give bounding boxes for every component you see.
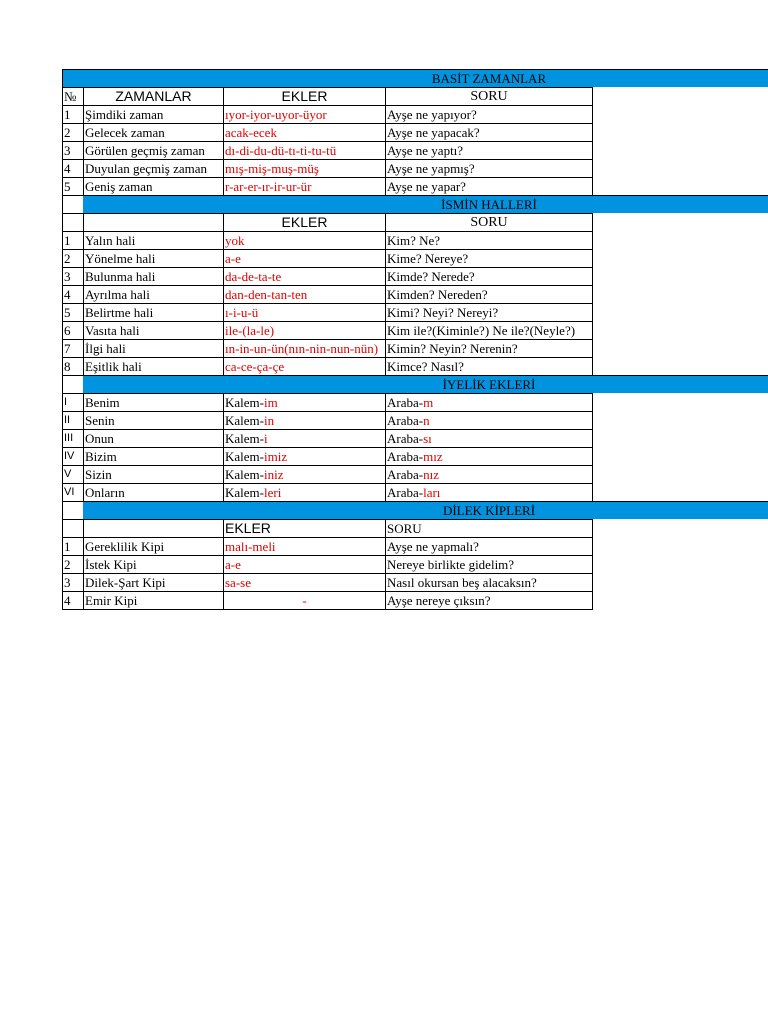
- row-question: Ayşe ne yapıyor?: [385, 105, 593, 123]
- row-name: Eşitlik hali: [83, 357, 223, 375]
- table-row: [62, 321, 593, 339]
- row-name: İlgi hali: [83, 339, 223, 357]
- row-number: IV: [62, 447, 83, 465]
- row-name: Benim: [83, 393, 223, 411]
- question-suffix: ları: [423, 485, 441, 500]
- table-row: [62, 285, 593, 303]
- row-suffix: [223, 591, 385, 609]
- row-number: 5: [62, 177, 83, 195]
- row-suffix: [223, 411, 385, 429]
- row-number: 2: [62, 249, 83, 267]
- suffix-text: iniz: [263, 467, 284, 482]
- row-name: Dilek-Şart Kipi: [83, 573, 223, 591]
- row-question: [385, 429, 593, 447]
- question-suffix: mız: [423, 449, 443, 464]
- row-question: Kim ile?(Kiminle?) Ne ile?(Neyle?): [385, 321, 593, 339]
- table-row: [62, 159, 593, 177]
- row-name: Bizim: [83, 447, 223, 465]
- row-name: Yönelme hali: [83, 249, 223, 267]
- suffix-stem: Kalem-: [225, 467, 264, 482]
- question-stem: Araba-: [387, 467, 424, 482]
- row-name: Yalın hali: [83, 231, 223, 249]
- section-title-bar: [83, 195, 768, 213]
- row-suffix: [223, 123, 385, 141]
- column-header: SORU: [385, 519, 593, 537]
- section-number-cell: [62, 501, 83, 519]
- suffix-text: in: [263, 413, 275, 428]
- section-number-cell: [62, 69, 83, 87]
- row-question: Ayşe ne yapacak?: [385, 123, 593, 141]
- table-row: [62, 429, 593, 447]
- table-row: [62, 249, 593, 267]
- row-question: Ayşe ne yapmalı?: [385, 537, 593, 555]
- row-number: III: [62, 429, 83, 447]
- section-title-row: [62, 375, 593, 393]
- row-suffix: [223, 267, 385, 285]
- row-question: [385, 393, 593, 411]
- question-suffix: nız: [423, 467, 439, 482]
- section-title: BASİT ZAMANLAR: [431, 71, 547, 86]
- row-suffix: [223, 393, 385, 411]
- row-name: Geniş zaman: [83, 177, 223, 195]
- row-number: 4: [62, 285, 83, 303]
- row-name: Duyulan geçmiş zaman: [83, 159, 223, 177]
- suffix-text: -: [302, 593, 307, 608]
- suffix-text: ı-i-u-ü: [225, 305, 259, 320]
- suffix-stem: Kalem-: [225, 449, 264, 464]
- row-name: Belirtme hali: [83, 303, 223, 321]
- row-number: II: [62, 411, 83, 429]
- suffix-text: ın-in-un-ün(nın-nin-nun-nün): [225, 341, 379, 356]
- suffix-stem: Kalem-: [225, 395, 264, 410]
- row-suffix: [223, 177, 385, 195]
- row-name: Vasıta hali: [83, 321, 223, 339]
- table-row: [62, 303, 593, 321]
- column-header: ZAMANLAR: [83, 87, 223, 105]
- row-name: Ayrılma hali: [83, 285, 223, 303]
- row-question: Nasıl okursan beş alacaksın?: [385, 573, 593, 591]
- column-header: SORU: [385, 87, 593, 105]
- row-suffix: [223, 159, 385, 177]
- row-question: Ayşe ne yapmış?: [385, 159, 593, 177]
- row-suffix: [223, 447, 385, 465]
- row-number: 2: [62, 123, 83, 141]
- suffix-text: imiz: [263, 449, 288, 464]
- table-row: [62, 141, 593, 159]
- section-title-bar: [83, 501, 768, 519]
- table-bottom-border: [62, 609, 593, 610]
- row-name: Senin: [83, 411, 223, 429]
- suffix-text: dı-di-du-dü-tı-ti-tu-tü: [225, 143, 337, 158]
- suffix-text: yok: [225, 233, 245, 248]
- section-title-bar: [83, 69, 768, 87]
- row-name: Sizin: [83, 465, 223, 483]
- section-title-row: [62, 501, 593, 519]
- row-question: Kimde? Nerede?: [385, 267, 593, 285]
- column-header: EKLER: [223, 519, 385, 537]
- row-suffix: [223, 357, 385, 375]
- row-name: Şimdiki zaman: [83, 105, 223, 123]
- suffix-stem: Kalem-: [225, 413, 264, 428]
- row-number: 1: [62, 537, 83, 555]
- table-row: [62, 555, 593, 573]
- question-stem: Araba-: [387, 413, 424, 428]
- column-header: №: [62, 87, 83, 105]
- row-suffix: [223, 573, 385, 591]
- suffix-text: ıyor-iyor-uyor-üyor: [225, 107, 327, 122]
- row-suffix: [223, 321, 385, 339]
- table-row: [62, 267, 593, 285]
- table-row: [62, 591, 593, 609]
- suffix-text: da-de-ta-te: [225, 269, 282, 284]
- table-row: [62, 339, 593, 357]
- table-row: [62, 483, 593, 501]
- suffix-stem: Kalem-: [225, 431, 264, 446]
- row-number: 2: [62, 555, 83, 573]
- table-row: [62, 573, 593, 591]
- table-row: [62, 357, 593, 375]
- question-stem: Araba-: [387, 485, 424, 500]
- row-number: 3: [62, 141, 83, 159]
- table-row: [62, 177, 593, 195]
- suffix-text: r-ar-er-ır-ir-ur-ür: [225, 179, 312, 194]
- table-row: [62, 537, 593, 555]
- question-suffix: sı: [423, 431, 432, 446]
- row-name: Görülen geçmiş zaman: [83, 141, 223, 159]
- row-number: 3: [62, 573, 83, 591]
- column-header: [83, 519, 223, 537]
- row-suffix: [223, 465, 385, 483]
- row-suffix: [223, 555, 385, 573]
- section-title-row: [62, 195, 593, 213]
- suffix-text: acak-ecek: [225, 125, 277, 140]
- row-number: 3: [62, 267, 83, 285]
- suffix-text: a-e: [225, 251, 241, 266]
- column-header: EKLER: [223, 213, 385, 231]
- question-suffix: n: [423, 413, 430, 428]
- table-row: [62, 411, 593, 429]
- suffix-text: malı-meli: [225, 539, 276, 554]
- suffix-stem: Kalem-: [225, 485, 264, 500]
- row-name: Gelecek zaman: [83, 123, 223, 141]
- column-header: SORU: [385, 213, 593, 231]
- suffix-text: sa-se: [225, 575, 251, 590]
- row-suffix: [223, 429, 385, 447]
- row-name: İstek Kipi: [83, 555, 223, 573]
- suffix-text: im: [263, 395, 278, 410]
- table-row: [62, 447, 593, 465]
- section-number-cell: [62, 375, 83, 393]
- row-name: Bulunma hali: [83, 267, 223, 285]
- suffix-text: leri: [263, 485, 282, 500]
- row-number: VI: [62, 483, 83, 501]
- row-number: 1: [62, 231, 83, 249]
- row-name: Gereklilik Kipi: [83, 537, 223, 555]
- row-suffix: [223, 141, 385, 159]
- row-suffix: [223, 249, 385, 267]
- section-title: DİLEK KİPLERİ: [442, 503, 536, 518]
- row-suffix: [223, 231, 385, 249]
- row-question: [385, 411, 593, 429]
- row-question: Kime? Nereye?: [385, 249, 593, 267]
- table-row: [62, 465, 593, 483]
- suffix-text: i: [263, 431, 268, 446]
- row-number: V: [62, 465, 83, 483]
- question-suffix: m: [423, 395, 434, 410]
- table-row: [62, 105, 593, 123]
- row-number: 4: [62, 159, 83, 177]
- table-row: [62, 231, 593, 249]
- column-header-row: [62, 87, 593, 105]
- row-suffix: [223, 483, 385, 501]
- suffix-text: dan-den-tan-ten: [225, 287, 308, 302]
- table-row: [62, 393, 593, 411]
- column-header-row: [62, 519, 593, 537]
- row-number: 1: [62, 105, 83, 123]
- row-suffix: [223, 339, 385, 357]
- question-stem: Araba-: [387, 449, 424, 464]
- row-question: Kim? Ne?: [385, 231, 593, 249]
- row-number: I: [62, 393, 83, 411]
- suffix-text: a-e: [225, 557, 241, 572]
- row-number: 4: [62, 591, 83, 609]
- row-suffix: [223, 105, 385, 123]
- row-name: Onların: [83, 483, 223, 501]
- section-number-cell: [62, 195, 83, 213]
- column-header: [62, 519, 83, 537]
- row-number: 8: [62, 357, 83, 375]
- section-title: İSMİN HALLERİ: [441, 197, 537, 212]
- row-question: [385, 483, 593, 501]
- row-name: Emir Kipi: [83, 591, 223, 609]
- row-name: Onun: [83, 429, 223, 447]
- suffix-text: ca-ce-ça-çe: [225, 359, 285, 374]
- column-header-row: [62, 213, 593, 231]
- row-number: 6: [62, 321, 83, 339]
- row-suffix: [223, 303, 385, 321]
- row-question: Ayşe nereye çıksın?: [385, 591, 593, 609]
- section-title-row: [62, 69, 593, 87]
- section-title-bar: [83, 375, 768, 393]
- column-header: EKLER: [223, 87, 385, 105]
- row-question: [385, 447, 593, 465]
- row-question: Kimin? Neyin? Nerenin?: [385, 339, 593, 357]
- row-suffix: [223, 285, 385, 303]
- row-question: Kimden? Nereden?: [385, 285, 593, 303]
- row-question: Ayşe ne yaptı?: [385, 141, 593, 159]
- column-header: [62, 213, 83, 231]
- question-stem: Araba-: [387, 431, 424, 446]
- column-header: [83, 213, 223, 231]
- row-question: Ayşe ne yapar?: [385, 177, 593, 195]
- row-number: 7: [62, 339, 83, 357]
- row-suffix: [223, 537, 385, 555]
- row-question: Kimi? Neyi? Nereyi?: [385, 303, 593, 321]
- row-number: 5: [62, 303, 83, 321]
- row-question: Nereye birlikte gidelim?: [385, 555, 593, 573]
- section-title: İYELİK EKLERİ: [442, 377, 536, 392]
- row-question: Kimce? Nasıl?: [385, 357, 593, 375]
- row-question: [385, 465, 593, 483]
- suffix-text: ile-(la-le): [225, 323, 275, 338]
- question-stem: Araba-: [387, 395, 424, 410]
- suffix-text: mış-miş-muş-müş: [225, 161, 319, 176]
- table-row: [62, 123, 593, 141]
